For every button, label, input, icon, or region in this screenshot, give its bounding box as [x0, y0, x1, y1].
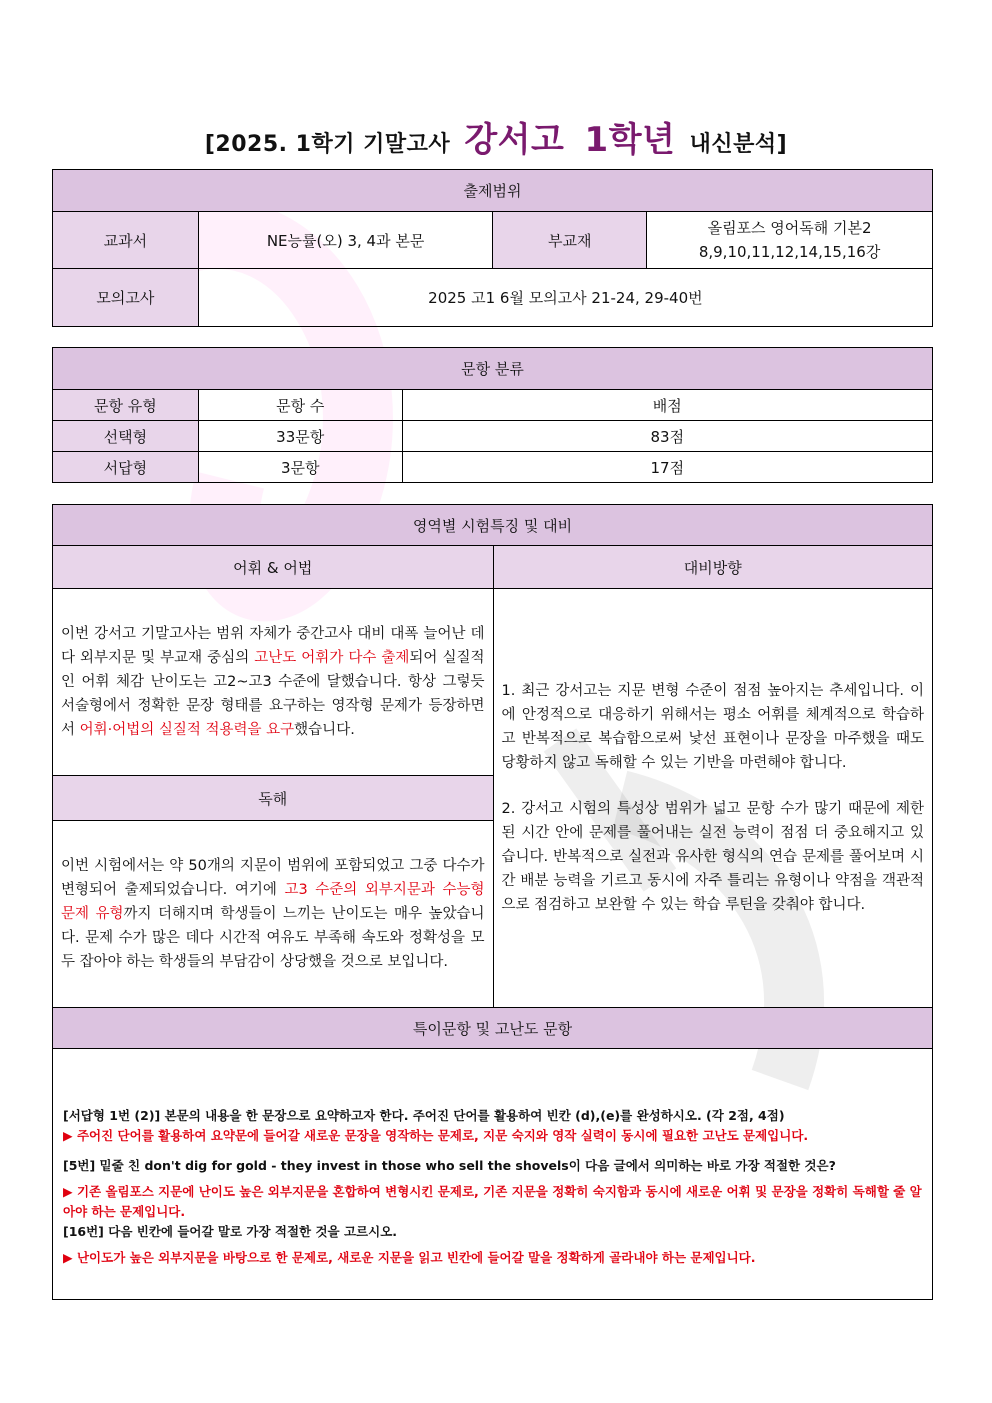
- special-header: 특이문항 및 고난도 문항: [53, 1008, 933, 1049]
- scope-header: 출제범위: [53, 170, 933, 212]
- special-answer-2: ▶ 기존 올림포스 지문에 난이도 높은 외부지문을 혼합하여 변형시킨 문제로, 기존 지문을 정확히 숙지함과 동시에 새로운 어휘 및 문장을 정확히 독해할 줄 알아야 하는 문제입니다.: [63, 1184, 922, 1219]
- features-table: [52, 504, 933, 1300]
- vocab-header: 어휘 & 어법: [53, 546, 494, 589]
- textbook-label: 교과서: [53, 212, 199, 269]
- vocab-text-1: 이번 강서고 기말고사는 범위 자체가 중간고사 대비 대폭 늘어난 데다 외부지문 및 부교재 중심의: [61, 626, 485, 666]
- special-question-1: [서답형 1번 (2)] 본문의 내용을 한 문장으로 요약하고자 한다. 주어진 단어를 활용하여 빈칸 (d),(e)를 완성하시오. (각 2점, 4점): [63, 1108, 785, 1123]
- col-header-score: 배점: [402, 390, 932, 421]
- table-row: [53, 421, 933, 452]
- title-grade: 1학년: [584, 120, 676, 160]
- special-items: [53, 1049, 933, 1300]
- row-type: 선택형: [53, 421, 199, 452]
- reading-text-1: 이번 시험에서는 약 50개의 지문이 범위에 포함되었고 그중 다수가 변형되어 출제되었습니다. 여기에: [61, 858, 485, 898]
- title-prefix: [2025. 1학기 기말고사: [204, 132, 451, 157]
- scope-table: [52, 169, 933, 327]
- vocab-text-3: 했습니다.: [294, 722, 355, 738]
- table-row: [53, 452, 933, 483]
- subtextbook-label: 부교재: [493, 212, 647, 269]
- prep-text: [493, 589, 933, 1008]
- vocab-highlight-1: 고난도 어휘가 다수 출제: [254, 650, 410, 666]
- col-header-type: 문항 유형: [53, 390, 199, 421]
- reading-text: [53, 821, 494, 1008]
- textbook-value: NE능률(오) 3, 4과 본문: [198, 212, 493, 269]
- prep-point-2: 2. 강서고 시험의 특성상 범위가 넓고 문항 수가 많기 때문에 제한된 시간 안에 문제를 풀어내는 실전 능력이 점점 더 중요해지고 있습니다. 반복적으로 실전과 유사한 형식의 연습 문제를 풀어보며 시간 배분 능력을 기르고 동시에 자주 틀리는 유형이나 약점을 객관적으로 점검하고 보완할 수 있는 학습 루틴을 갖춰야 합니다.: [501, 801, 924, 913]
- reading-header: 독해: [53, 776, 494, 821]
- row-count: 3문항: [198, 452, 402, 483]
- vocab-text-2: 되어 실질적인 어휘 체감 난이도는 고2~고3 수준에 달했습니다. 항상 그렇듯 서술형에서 정확한 문장 형태를 요구하는 영작형 문제가 등장하면서: [61, 650, 485, 738]
- mock-exam-value: 2025 고1 6월 모의고사 21-24, 29-40번: [198, 269, 932, 327]
- col-header-count: 문항 수: [198, 390, 402, 421]
- subtextbook-line2: 8,9,10,11,12,14,15,16강: [698, 243, 881, 261]
- vocab-text: [53, 589, 494, 776]
- row-score: 83점: [402, 421, 932, 452]
- title-school: 강서고: [464, 120, 565, 160]
- special-answer-3: ▶ 난이도가 높은 외부지문을 바탕으로 한 문제로, 새로운 지문을 읽고 빈칸에 들어갈 말을 정확하게 골라내야 하는 문제입니다.: [63, 1250, 756, 1265]
- classification-table: [52, 347, 933, 483]
- vocab-highlight-2: 어휘·어법의 실질적 적용력을 요구: [79, 722, 295, 738]
- reading-highlight: 고3 수준의 외부지문과 수능형 문제 유형: [61, 882, 485, 922]
- classification-header: 문항 분류: [53, 348, 933, 390]
- subtextbook-value: [647, 212, 933, 269]
- mock-exam-label: 모의고사: [53, 269, 199, 327]
- page-title: [0, 112, 992, 161]
- prep-point-1: 1. 최근 강서고는 지문 변형 수준이 점점 높아지는 추세입니다. 이에 안정적으로 대응하기 위해서는 평소 어휘를 체계적으로 학습하고 반복적으로 복습함으로써 낯선 표현이나 문장을 마주했을 때도 당황하지 않고 독해할 수 있는 기반을 마련해야 합니다.: [501, 683, 924, 771]
- special-question-2: [5번] 밑줄 친 don't dig for gold - they invest in those who sell the shovels이 다음 글에서 의미하는 바로 가장 적절한 것은?: [63, 1158, 836, 1173]
- row-score: 17점: [402, 452, 932, 483]
- reading-text-2: 까지 더해지며 학생들이 느끼는 난이도는 매우 높았습니다. 문제 수가 많은 데다 시간적 여유도 부족해 속도와 정확성을 모두 잡아야 하는 학생들의 부담감이 상당했을 것으로 보입니다.: [61, 906, 485, 970]
- title-suffix: 내신분석]: [689, 132, 788, 157]
- prep-header: 대비방향: [493, 546, 933, 589]
- row-count: 33문항: [198, 421, 402, 452]
- special-answer-1: ▶ 주어진 단어를 활용하여 요약문에 들어갈 새로운 문장을 영작하는 문제로, 지문 숙지와 영작 실력이 동시에 필요한 고난도 문제입니다.: [63, 1128, 809, 1143]
- subtextbook-line1: 올림포스 영어독해 기본2: [707, 219, 872, 237]
- row-type: 서답형: [53, 452, 199, 483]
- features-header: 영역별 시험특징 및 대비: [53, 505, 933, 546]
- special-question-3: [16번] 다음 빈칸에 들어갈 말로 가장 적절한 것을 고르시오.: [63, 1224, 398, 1239]
